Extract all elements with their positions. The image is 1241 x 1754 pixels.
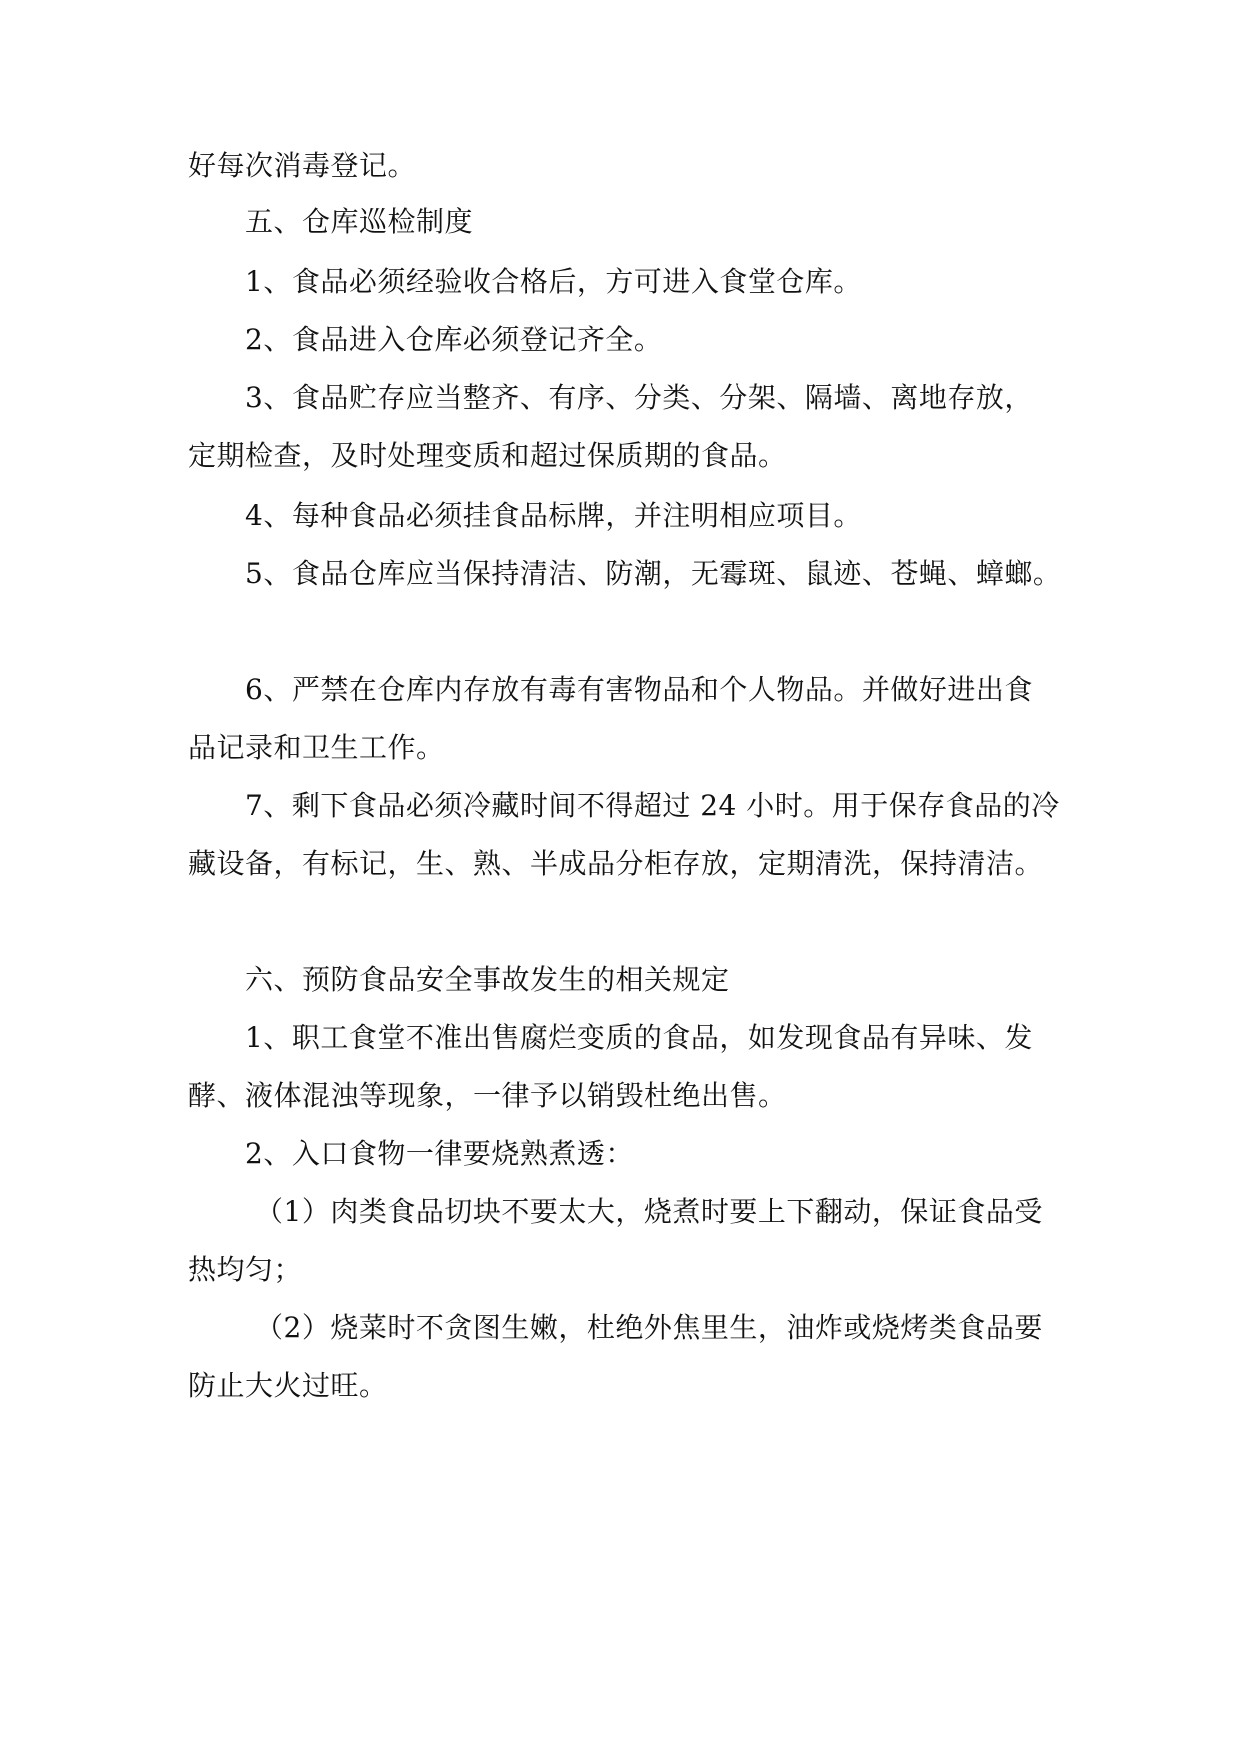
text-line: 定期检查，及时处理变质和超过保质期的食品。 xyxy=(188,439,787,472)
text-line: 藏设备，有标记，生、熟、半成品分柜存放，定期清洗，保持清洁。 xyxy=(188,847,1044,880)
list-item: 2、食品进入仓库必须登记齐全。 xyxy=(245,323,663,356)
section-heading: 五、仓库巡检制度 xyxy=(245,205,474,238)
list-item: 6、严禁在仓库内存放有毒有害物品和个人物品。并做好进出食 xyxy=(245,673,1033,706)
sub-item: （1）肉类食品切块不要太大，烧煮时要上下翻动，保证食品受 xyxy=(255,1195,1043,1228)
section-heading: 六、预防食品安全事故发生的相关规定 xyxy=(245,963,730,996)
list-item: 7、剩下食品必须冷藏时间不得超过 24 小时。用于保存食品的冷 xyxy=(245,789,1060,822)
sub-item: （2）烧菜时不贪图生嫩，杜绝外焦里生，油炸或烧烤类食品要 xyxy=(255,1311,1043,1344)
text-line: 酵、液体混浊等现象，一律予以销毁杜绝出售。 xyxy=(188,1079,787,1112)
list-item: 1、食品必须经验收合格后，方可进入食堂仓库。 xyxy=(245,265,862,298)
list-item: 4、每种食品必须挂食品标牌，并注明相应项目。 xyxy=(245,499,862,532)
text-line: 热均匀； xyxy=(188,1253,303,1286)
list-item: 1、职工食堂不准出售腐烂变质的食品，如发现食品有异味、发 xyxy=(245,1021,1033,1054)
list-item: 5、食品仓库应当保持清洁、防潮，无霉斑、鼠迹、苍蝇、蟑螂。 xyxy=(245,557,1062,590)
text-line: 好每次消毒登记。 xyxy=(188,149,417,182)
list-item: 3、食品贮存应当整齐、有序、分类、分架、隔墙、离地存放， xyxy=(245,381,1033,414)
list-item: 2、入口食物一律要烧熟煮透： xyxy=(245,1137,634,1170)
text-line: 防止大火过旺。 xyxy=(188,1369,388,1402)
text-line: 品记录和卫生工作。 xyxy=(188,731,445,764)
